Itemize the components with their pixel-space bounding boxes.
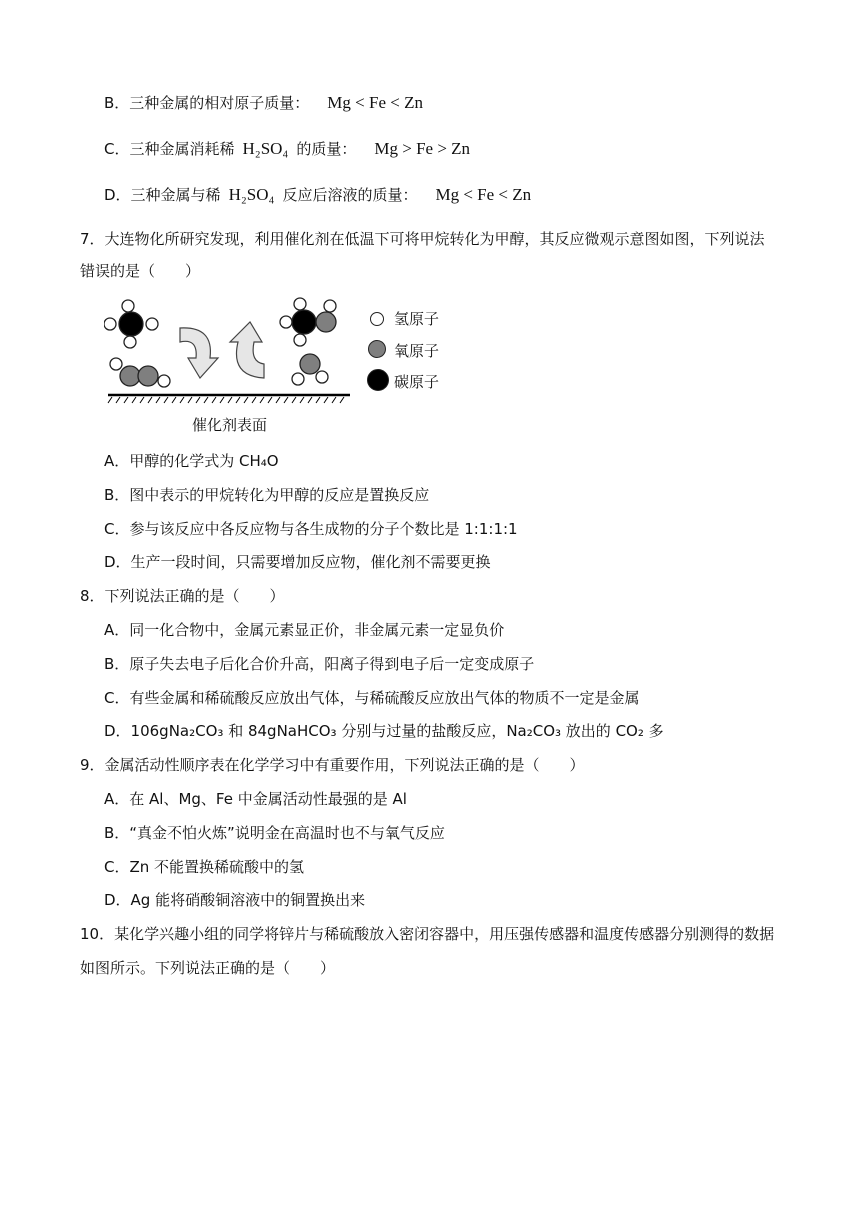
oxygen-atom bbox=[316, 312, 336, 332]
q9-option-c: C．Zn 不能置换稀硫酸中的氢 bbox=[104, 858, 305, 876]
q8-option-c: C．有些金属和稀硫酸反应放出气体，与稀硫酸反应放出气体的物质不一定是金属 bbox=[104, 689, 640, 707]
oxygen-molecule bbox=[110, 358, 170, 387]
carbon-atom bbox=[119, 312, 143, 336]
q6-option-c-post: 的质量： bbox=[296, 140, 357, 158]
legend-hydrogen: 氢原子 bbox=[394, 310, 440, 328]
legend-oxygen: 氧原子 bbox=[394, 342, 440, 360]
oxygen-atom bbox=[120, 366, 140, 386]
q6-option-b bbox=[104, 92, 423, 113]
q6-option-d bbox=[104, 184, 531, 205]
hydrogen-legend-icon bbox=[370, 312, 384, 326]
q8-stem: 8．下列说法正确的是（ ） bbox=[80, 587, 285, 605]
q8-option-b: B．原子失去电子后化合价升高，阳离子得到电子后一定变成原子 bbox=[104, 655, 535, 673]
water-molecule bbox=[292, 354, 328, 385]
q6-option-d-pre: D．三种金属与稀 bbox=[104, 186, 221, 204]
q7-option-c: C．参与该反应中各反应物与各生成物的分子个数比是 1:1:1:1 bbox=[104, 520, 518, 538]
q9-stem: 9．金属活动性顺序表在化学学习中有重要作用，下列说法正确的是（ ） bbox=[80, 756, 585, 774]
hydrogen-atom bbox=[146, 318, 158, 330]
oxygen-atom bbox=[300, 354, 320, 374]
q8-option-d: D．106gNa₂CO₃ 和 84gNaHCO₃ 分别与过量的盐酸反应，Na₂CO₃ 放出的 CO₂ 多 bbox=[104, 722, 664, 740]
q10-stem-line2: 如图所示。下列说法正确的是（ ） bbox=[80, 959, 336, 977]
q6-option-b-formula: Mg < Fe < Zn bbox=[327, 93, 423, 112]
oxygen-legend-icon bbox=[368, 340, 386, 358]
q9-option-a: A．在 Al、Mg、Fe 中金属活动性最强的是 Al bbox=[104, 790, 407, 808]
q6-option-c bbox=[104, 138, 470, 159]
hydrogen-atom bbox=[316, 371, 328, 383]
q10-stem-line1: 10．某化学兴趣小组的同学将锌片与稀硫酸放入密闭容器中，用压强传感器和温度传感器分别测得的数据 bbox=[80, 925, 775, 943]
q6-option-d-post: 反应后溶液的质量： bbox=[282, 186, 418, 204]
q6-option-c-acid: H₂SO₄ bbox=[242, 139, 289, 158]
carbon-atom bbox=[292, 310, 316, 334]
hydrogen-atom bbox=[158, 375, 170, 387]
oxygen-atom bbox=[138, 366, 158, 386]
q7-option-d: D．生产一段时间，只需要增加反应物，催化剂不需要更换 bbox=[104, 553, 491, 571]
q9-option-d: D．Ag 能将硝酸铜溶液中的铜置换出来 bbox=[104, 891, 366, 909]
q6-option-c-pre: C．三种金属消耗稀 bbox=[104, 140, 235, 158]
q6-option-b-text: B．三种金属的相对原子质量： bbox=[104, 94, 310, 112]
hydrogen-atom bbox=[294, 334, 306, 346]
figure-caption: 催化剂表面 bbox=[192, 416, 268, 434]
q9-option-b: B．“真金不怕火炼”说明金在高温时也不与氧气反应 bbox=[104, 824, 445, 842]
arrow-down-icon bbox=[180, 328, 218, 378]
hydrogen-atom bbox=[324, 300, 336, 312]
q7-stem-line2: 错误的是（ ） bbox=[80, 262, 201, 280]
q8-option-a: A．同一化合物中，金属元素显正价，非金属元素一定显负价 bbox=[104, 621, 505, 639]
hydrogen-atom bbox=[122, 300, 134, 312]
q7-figure bbox=[104, 292, 464, 438]
q6-option-d-formula: Mg < Fe < Zn bbox=[435, 185, 532, 204]
q6-option-c-formula: Mg > Fe > Zn bbox=[374, 139, 471, 158]
hydrogen-atom bbox=[280, 316, 292, 328]
q7-stem-line1: 7．大连物化所研究发现，利用催化剂在低温下可将甲烷转化为甲醇，其反应微观示意图如图，下列说法 bbox=[80, 230, 765, 248]
hydrogen-atom bbox=[292, 373, 304, 385]
legend-carbon: 碳原子 bbox=[394, 373, 440, 391]
methanol-molecule bbox=[280, 298, 336, 346]
hydrogen-atom bbox=[104, 318, 116, 330]
q7-option-b: B．图中表示的甲烷转化为甲醇的反应是置换反应 bbox=[104, 486, 430, 504]
hydrogen-atom bbox=[110, 358, 122, 370]
methane-molecule bbox=[104, 300, 158, 348]
arrow-up-icon bbox=[230, 322, 264, 378]
hydrogen-atom bbox=[294, 298, 306, 310]
q6-option-d-acid: H₂SO₄ bbox=[228, 185, 275, 204]
q7-option-a: A．甲醇的化学式为 CH₄O bbox=[104, 452, 279, 470]
carbon-legend-icon bbox=[367, 369, 389, 391]
hydrogen-atom bbox=[124, 336, 136, 348]
